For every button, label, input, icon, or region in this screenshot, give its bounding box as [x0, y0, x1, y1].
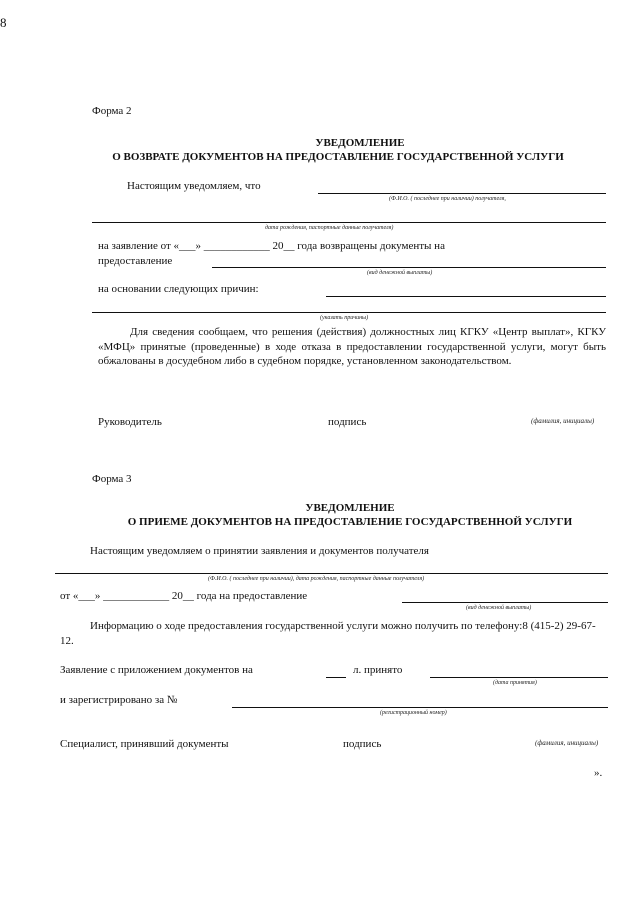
form3-fio-line [55, 573, 608, 574]
form2-fio-line [318, 193, 606, 194]
form2-payment-line [212, 267, 606, 268]
form3-application-text: Заявление с приложением документов на [60, 664, 253, 676]
form2-label: Форма 2 [92, 105, 132, 117]
form2-provision-text: предоставление [98, 255, 173, 267]
form3-reg-number-line [232, 707, 608, 708]
form2-payment-note: (вид денежной выплаты) [367, 270, 433, 276]
form3-pages-line [326, 677, 346, 678]
form2-birth-line [92, 222, 606, 223]
form3-registered-text: и зарегистрировано за № [60, 694, 178, 706]
form2-birth-note: дата рождения, паспортные данные получателя) [265, 225, 394, 231]
form3-phone-paragraph: Информацию о ходе предоставления государственной услуги можно получить по телефону:8 (415-2) 29-67-12. [60, 620, 596, 647]
form3-accept-date-note: (дата принятия) [493, 680, 537, 686]
form2-title-line1: УВЕДОМЛЕНИЕ [315, 137, 405, 149]
form3-payment-line [402, 602, 608, 603]
form3-specialist-label: Специалист, принявший документы [60, 738, 229, 750]
form2-reasons-line2 [92, 312, 606, 313]
form3-reg-number-note: (регистрационный номер) [380, 710, 447, 716]
form3-payment-note: (вид денежной выплаты) [466, 605, 532, 611]
form2-application-text: на заявление от «___» ____________ 20__ года возвращены документы на [98, 240, 445, 252]
form3-signature-label: подпись [343, 738, 382, 750]
form2-notify-text: Настоящим уведомляем, что [127, 180, 261, 192]
form2-reasons-note: (указать причины) [320, 315, 369, 321]
form3-title-line2: О ПРИЕМЕ ДОКУМЕНТОВ НА ПРЕДОСТАВЛЕНИЕ ГОСУДАРСТВЕННОЙ УСЛУГИ [127, 516, 573, 528]
form3-name-note: (фамилия, инициалы) [535, 739, 599, 747]
form2-reasons-text: на основании следующих причин: [98, 283, 259, 295]
form3-fio-note: (Ф.И.О. ( последнее при наличии), дата рождения, паспортные данные получателя) [208, 576, 425, 582]
form3-notify-text: Настоящим уведомляем о принятии заявления и документов получателя [90, 545, 429, 557]
form2-signature-label: подпись [328, 416, 367, 428]
form3-closing: ». [594, 767, 603, 779]
page-number: 8 [0, 15, 7, 30]
form3-accept-date-line [430, 677, 608, 678]
form2-head-label: Руководитель [98, 416, 162, 428]
form2-name-note: (фамилия, инициалы) [531, 417, 595, 425]
form3-label: Форма 3 [92, 473, 132, 485]
form2-title-line2: О ВОЗВРАТЕ ДОКУМЕНТОВ НА ПРЕДОСТАВЛЕНИЕ ГОСУДАРСТВЕННОЙ УСЛУГИ [112, 151, 564, 163]
form3-date-text: от «___» ____________ 20__ года на предоставление [60, 590, 308, 602]
form3-title-line1: УВЕДОМЛЕНИЕ [305, 502, 395, 514]
form2-reasons-line1 [326, 296, 606, 297]
form2-fio-note: (Ф.И.О. ( последнее при наличии) получателя, [389, 196, 506, 202]
form2-info-paragraph: Для сведения сообщаем, что решения (действия) должностных лиц КГКУ «Центр выплат», КГКУ «МФЦ» принятые (проведенные) в ходе отказа в предоставлении государственной услуги, могут быть обжалованы в досудебном либо в судебном порядке, установленном законодательством. [98, 326, 606, 367]
form3-accepted-text: л. принято [353, 664, 403, 676]
